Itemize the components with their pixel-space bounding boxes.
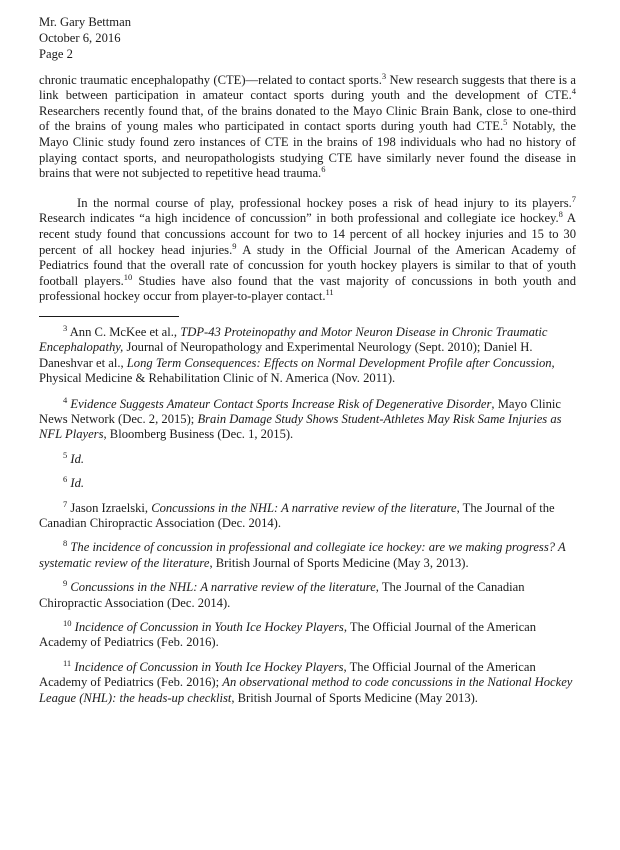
footnote-ref-6: 6 xyxy=(321,164,326,175)
body-paragraph-hockey: In the normal course of play, professional hockey poses a risk of head injury to its players.$^7$ Research indicates “a high incidence of concussion” in both professional and collegiate ice hockey.$^8$ A recent study found that concussions account for two to 14 percent of all hockey injuries and 15 to 30 percent of all hockey head injuries.$^9$ A study in the Official Journal of the American Academy of Pediatrics found that the overall rate of concussion for youth hockey players is similar to that of youth football players.$^{10}$ Studies have also found that the vast majority of concussions in both youth and professional hockey occur from player-to-player contact.$^{11}$ xyxy=(39,193,576,304)
page-header xyxy=(39,14,576,63)
footnote-divider xyxy=(39,316,179,317)
footnote-ref-5: 5 xyxy=(503,117,508,128)
footnote-ref-11: 11 xyxy=(325,287,334,298)
footnote-6: $^6$ Id. xyxy=(63,474,85,491)
footnotes xyxy=(39,322,576,706)
footnote-10: $^{10}$ Incidence of Concussion in Youth Ice Hockey Players, The Official Journal of the American Academy of Pediatrics (Feb. 2016). xyxy=(39,618,537,650)
footnote-3: $^3$ Ann C. McKee et al., TDP-43 Proteinopathy and Motor Neuron Disease in Chronic Traumatic Encephalopathy, Journal of Neuropathology and Experimental Neurology (Sept. 2010); Daniel H. Daneshvar et al., Long Term Consequences: Effects on Normal Development Profile after Concussion, Physical Medicine & Rehabilitation Clinic of N. America (Nov. 2011). xyxy=(39,322,555,386)
footnote-ref-4: 4 xyxy=(571,86,576,97)
footnote-ref-10: 10 xyxy=(123,271,133,282)
footnote-9: $^9$ Concussions in the NHL: A narrative review of the literature, The Journal of the Canadian Chiropractic Association (Dec. 2014). xyxy=(39,578,525,610)
footnote-4: $^4$ Evidence Suggests Amateur Contact Sports Increase Risk of Degenerative Disorder, Mayo Clinic News Network (Dec. 2, 2015); Brain Damage Study Shows Student-Athletes May Risk Same Injuries as NFL Players, Bloomberg Business (Dec. 1, 2015). xyxy=(39,394,562,442)
letter-date: October 6, 2016 xyxy=(39,31,121,46)
footnote-ref-9: 9 xyxy=(232,240,237,251)
footnote-ref-3: 3 xyxy=(381,70,387,81)
footnote-5: $^5$ Id. xyxy=(63,449,85,466)
footnote-7: $^7$ Jason Izraelski, Concussions in the NHL: A narrative review of the literature, The Journal of the Canadian Chiropractic Association (Dec. 2014). xyxy=(39,498,555,530)
page-number: Page 2 xyxy=(39,47,73,62)
letter-body xyxy=(39,70,576,305)
recipient-name: Mr. Gary Bettman xyxy=(39,15,131,29)
footnote-ref-8: 8 xyxy=(558,209,563,220)
footnote-8: $^8$ The incidence of concussion in professional and collegiate ice hockey: are we making progress? A systematic review of the literature, British Journal of Sports Medicine (May 3, 2013). xyxy=(39,538,566,570)
body-paragraph-cte: chronic traumatic encephalopathy (CTE)—related to contact sports.$^3$ New research suggests that there is a link between participation in amateur contact sports during youth and the development of CTE.$^4$ Researchers recently found that, of the brains donated to the Mayo Clinic Brain Bank, close to one-third of the brains of young males who participated in contact sports during youth had CTE.$^5$ Notably, the Mayo Clinic study found zero instances of CTE in the brains of 198 individuals who had no history of playing contact sports, and neuropathologists studying CTE have similarly never found the disease in brains that were not subjected to repetitive head trauma.$^6$ xyxy=(39,70,576,181)
footnote-11: $^{11}$ Incidence of Concussion in Youth Ice Hockey Players, The Official Journal of the American Academy of Pediatrics (Feb. 2016); An observational method to code concussions in the National Hockey League (NHL): the heads-up checklist, British Journal of Sports Medicine (May 2013). xyxy=(39,657,573,705)
footnote-ref-7: 7 xyxy=(571,193,576,204)
